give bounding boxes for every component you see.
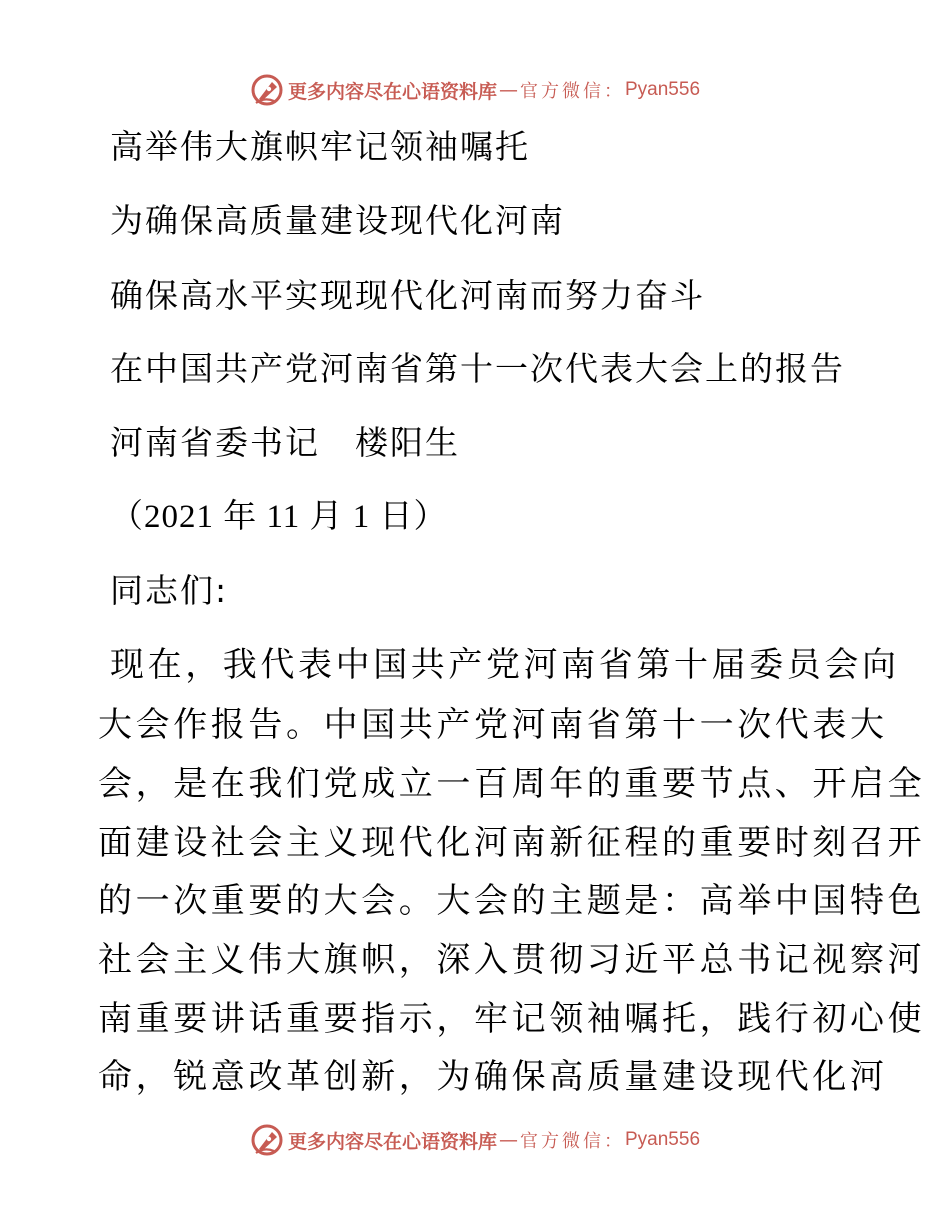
paragraph-line: 社会主义伟大旗帜，深入贯彻习近平总书记视察河 [98, 940, 926, 980]
paragraph-line: 命，锐意改革创新，为确保高质量建设现代化河 [98, 1057, 888, 1097]
watermark-brand-text: 更多内容尽在心语资料库 [287, 1130, 497, 1153]
title-line-4: 在中国共产党河南省第十一次代表大会上的报告 [110, 349, 845, 388]
watermark-wechat-label: 官方微信： [520, 81, 625, 102]
watermark-dash: — [499, 79, 518, 101]
pen-nib-logo-icon [250, 73, 284, 107]
paragraph-line: 南重要讲话重要指示，牢记领袖嘱托，践行初心使 [98, 999, 926, 1039]
paragraph-line: 面建设社会主义现代化河南新征程的重要时刻召开 [98, 823, 926, 863]
paragraph-line: 的一次重要的大会。大会的主题是：高举中国特色 [98, 881, 926, 921]
watermark-wechat-id: Pyan556 [625, 1129, 701, 1150]
paragraph-line: 会，是在我们党成立一百周年的重要节点、开启全 [98, 764, 926, 804]
paragraph-line: 大会作报告。中国共产党河南省第十一次代表大 [98, 705, 888, 745]
author-line: 河南省委书记 楼阳生 [110, 423, 460, 462]
title-line-2: 为确保高质量建设现代化河南 [110, 201, 565, 240]
watermark-brand-text: 更多内容尽在心语资料库 [287, 80, 497, 103]
watermark-wechat-id: Pyan556 [625, 79, 701, 100]
footer-watermark [0, 1122, 950, 1158]
watermark-dash: — [499, 1129, 518, 1151]
watermark-wechat-label: 官方微信： [520, 1131, 625, 1152]
header-watermark [0, 72, 950, 108]
date-line: （2021 年 11 月 1 日） [110, 499, 448, 535]
title-line-3: 确保高水平实现现代化河南而努力奋斗 [110, 276, 705, 315]
salutation: 同志们: [110, 571, 229, 610]
paragraph-line: 现在，我代表中国共产党河南省第十届委员会向 [110, 645, 900, 685]
title-line-1: 高举伟大旗帜牢记领袖嘱托 [110, 127, 530, 166]
pen-nib-logo-icon [250, 1123, 284, 1157]
